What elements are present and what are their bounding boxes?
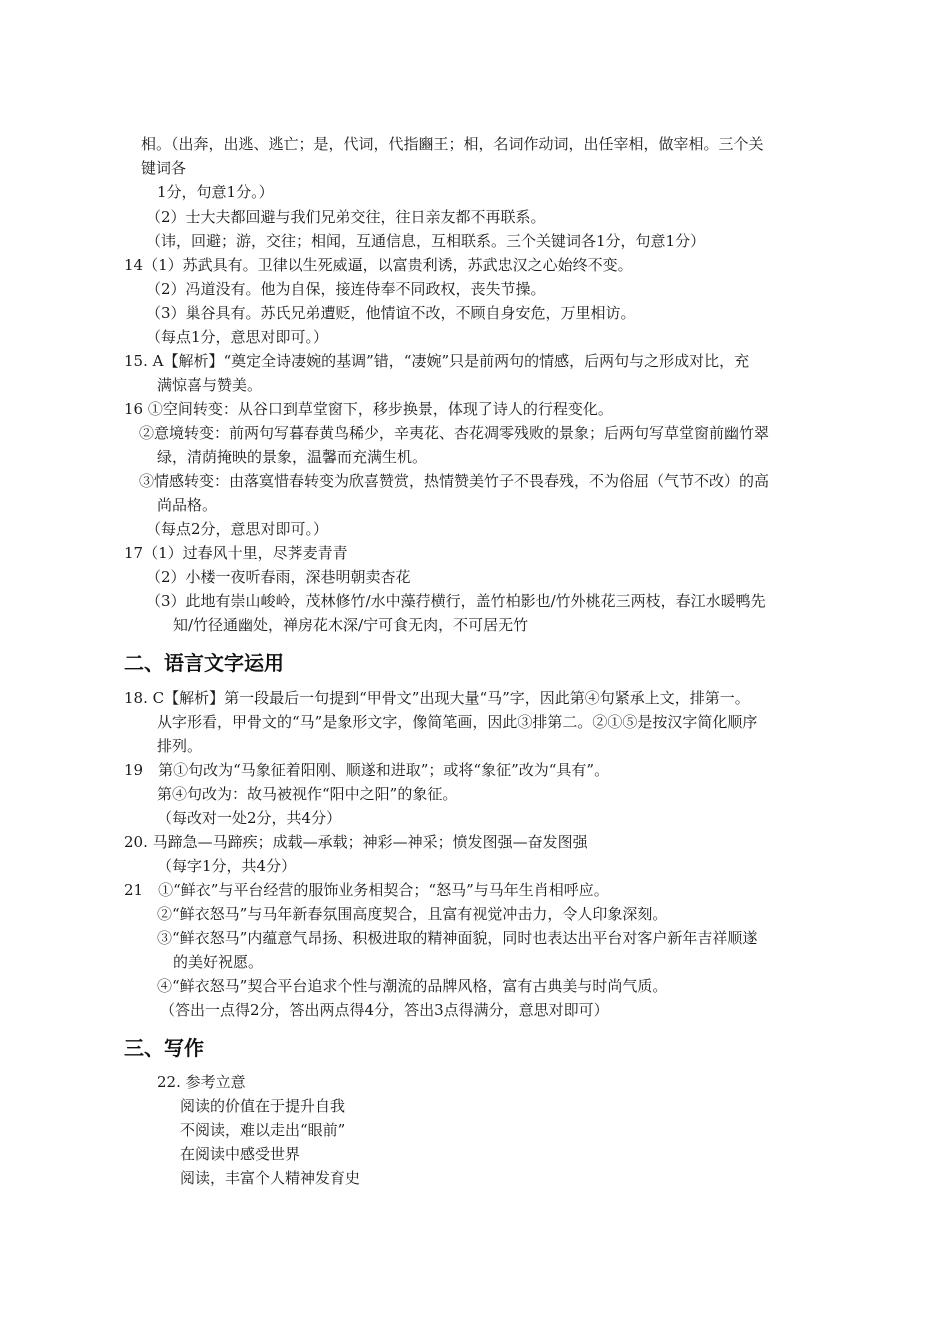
q18-answer-cont-2: 排列。 <box>157 737 203 755</box>
q18-answer: 18. C【解析】第一段最后一句提到“甲骨文”出现大量“马”字，因此第④句紧承上文，排第一。 <box>124 689 750 707</box>
q16-point-2-cont: 绿，清荫掩映的景象，温馨而充满生机。 <box>157 448 428 466</box>
q14-item-1: 14（1）苏武具有。卫律以生死威逼，以富贵利诱，苏武忠汉之心始终不变。 <box>124 256 633 274</box>
q13-note-line-2: 键词各 <box>141 159 187 177</box>
q20-answer: 20. 马蹄急—马蹄疾；成载—承载；神彩—神采；愤发图强—奋发图强 <box>124 833 588 851</box>
q17-item-3: （3）此地有崇山峻岭，茂林修竹/水中藻荇横行，盖竹柏影也/竹外桃花三两枝，春江水暖鸭先 <box>146 592 766 610</box>
q18-answer-cont-1: 从字形看，甲骨文的“马”是象形文字，像简笔画，因此③排第二。②①⑤是按汉字简化顺序 <box>157 713 758 731</box>
q19-score-note: （每改对一处2分，共4分） <box>157 809 342 827</box>
q13-note-score: 1分，句意1分。） <box>157 183 274 201</box>
q21-point-3: ③“鲜衣怒马”内蕴意气昂扬、积极进取的精神面貌，同时也表达出平台对客户新年吉祥顺遂 <box>157 929 758 947</box>
q21-score-note: （答出一点得2分，答出两点得4分，答出3点得满分，意思对即可） <box>160 1001 609 1019</box>
q22-idea-3: 在阅读中感受世界 <box>180 1145 301 1163</box>
q21-point-4: ④“鲜衣怒马”契合平台追求个性与潮流的品牌风格，富有古典美与时尚气质。 <box>157 977 668 995</box>
q19-fix-2: 第④句改为：故马被视作“阳中之阳”的象征。 <box>157 785 458 803</box>
q17-item-3-cont: 知/竹径通幽处，禅房花木深/宁可食无肉，不可居无竹 <box>173 616 529 634</box>
q22-title: 22. 参考立意 <box>157 1073 246 1091</box>
q16-point-1: 16 ①空间转变：从谷口到草堂窗下，移步换景，体现了诗人的行程变化。 <box>124 400 613 418</box>
q16-point-2: ②意境转变：前两句写暮春黄鸟稀少，辛夷花、杏花凋零残败的景象；后两句写草堂窗前幽竹翠 <box>139 424 770 442</box>
q14-item-3: （3）巢谷具有。苏氏兄弟遭贬，他情谊不改，不顾自身安危，万里相访。 <box>146 304 636 322</box>
q21-point-2: ②“鲜衣怒马”与马年新春氛围高度契合，且富有视觉冲击力，令人印象深刻。 <box>157 905 668 923</box>
q15-answer-cont: 满惊喜与赞美。 <box>157 376 263 394</box>
q21-point-3-cont: 的美好祝愿。 <box>173 953 264 971</box>
q21-point-1: 21 ①“鲜衣”与平台经营的服饰业务相契合；“怒马”与马年生肖相呼应。 <box>124 881 609 899</box>
q22-idea-1: 阅读的价值在于提升自我 <box>180 1097 346 1115</box>
q16-point-3: ③情感转变：由落寞惜春转变为欣喜赞赏，热情赞美竹子不畏春残，不为俗屈（气节不改）的高 <box>139 472 770 490</box>
q13-translation-2: （2）士大夫都回避与我们兄弟交往，往日亲友都不再联系。 <box>146 208 546 226</box>
q19-fix-1: 19 第①句改为“马象征着阳刚、顺遂和进取”；或将“象征”改为“具有”。 <box>124 761 610 779</box>
q14-score-note: （每点1分，意思对即可。） <box>146 328 329 346</box>
q16-score-note: （每点2分，意思对即可。） <box>146 520 329 538</box>
q22-idea-4: 阅读，丰富个人精神发育史 <box>180 1169 361 1187</box>
q16-point-3-cont: 尚品格。 <box>157 496 218 514</box>
section-heading-language-use: 二、语言文字运用 <box>124 651 284 675</box>
q20-score-note: （每字1分，共4分） <box>157 857 297 875</box>
section-heading-writing: 三、写作 <box>124 1036 204 1060</box>
q22-idea-2: 不阅读，难以走出“眼前” <box>180 1121 346 1139</box>
q17-item-2: （2）小楼一夜听春雨，深巷明朝卖杏花 <box>146 568 411 586</box>
q14-item-2: （2）冯道没有。他为自保，接连侍奉不同政权，丧失节操。 <box>146 280 546 298</box>
q15-answer: 15. A【解析】“奠定全诗凄婉的基调”错，“凄婉”只是前两句的情感，后两句与之形成对比，充 <box>124 352 750 370</box>
q13-translation-2-note: （讳，回避；游，交往；相闻，互通信息，互相联系。三个关键词各1分，句意1分） <box>146 232 706 250</box>
q17-item-1: 17（1）过春风十里，尽荠麦青青 <box>124 544 348 562</box>
q13-note-line-1: 相。（出奔，出逃、逃亡；是，代词，代指豳王；相，名词作动词，出任宰相，做宰相。三个关 <box>141 135 764 153</box>
